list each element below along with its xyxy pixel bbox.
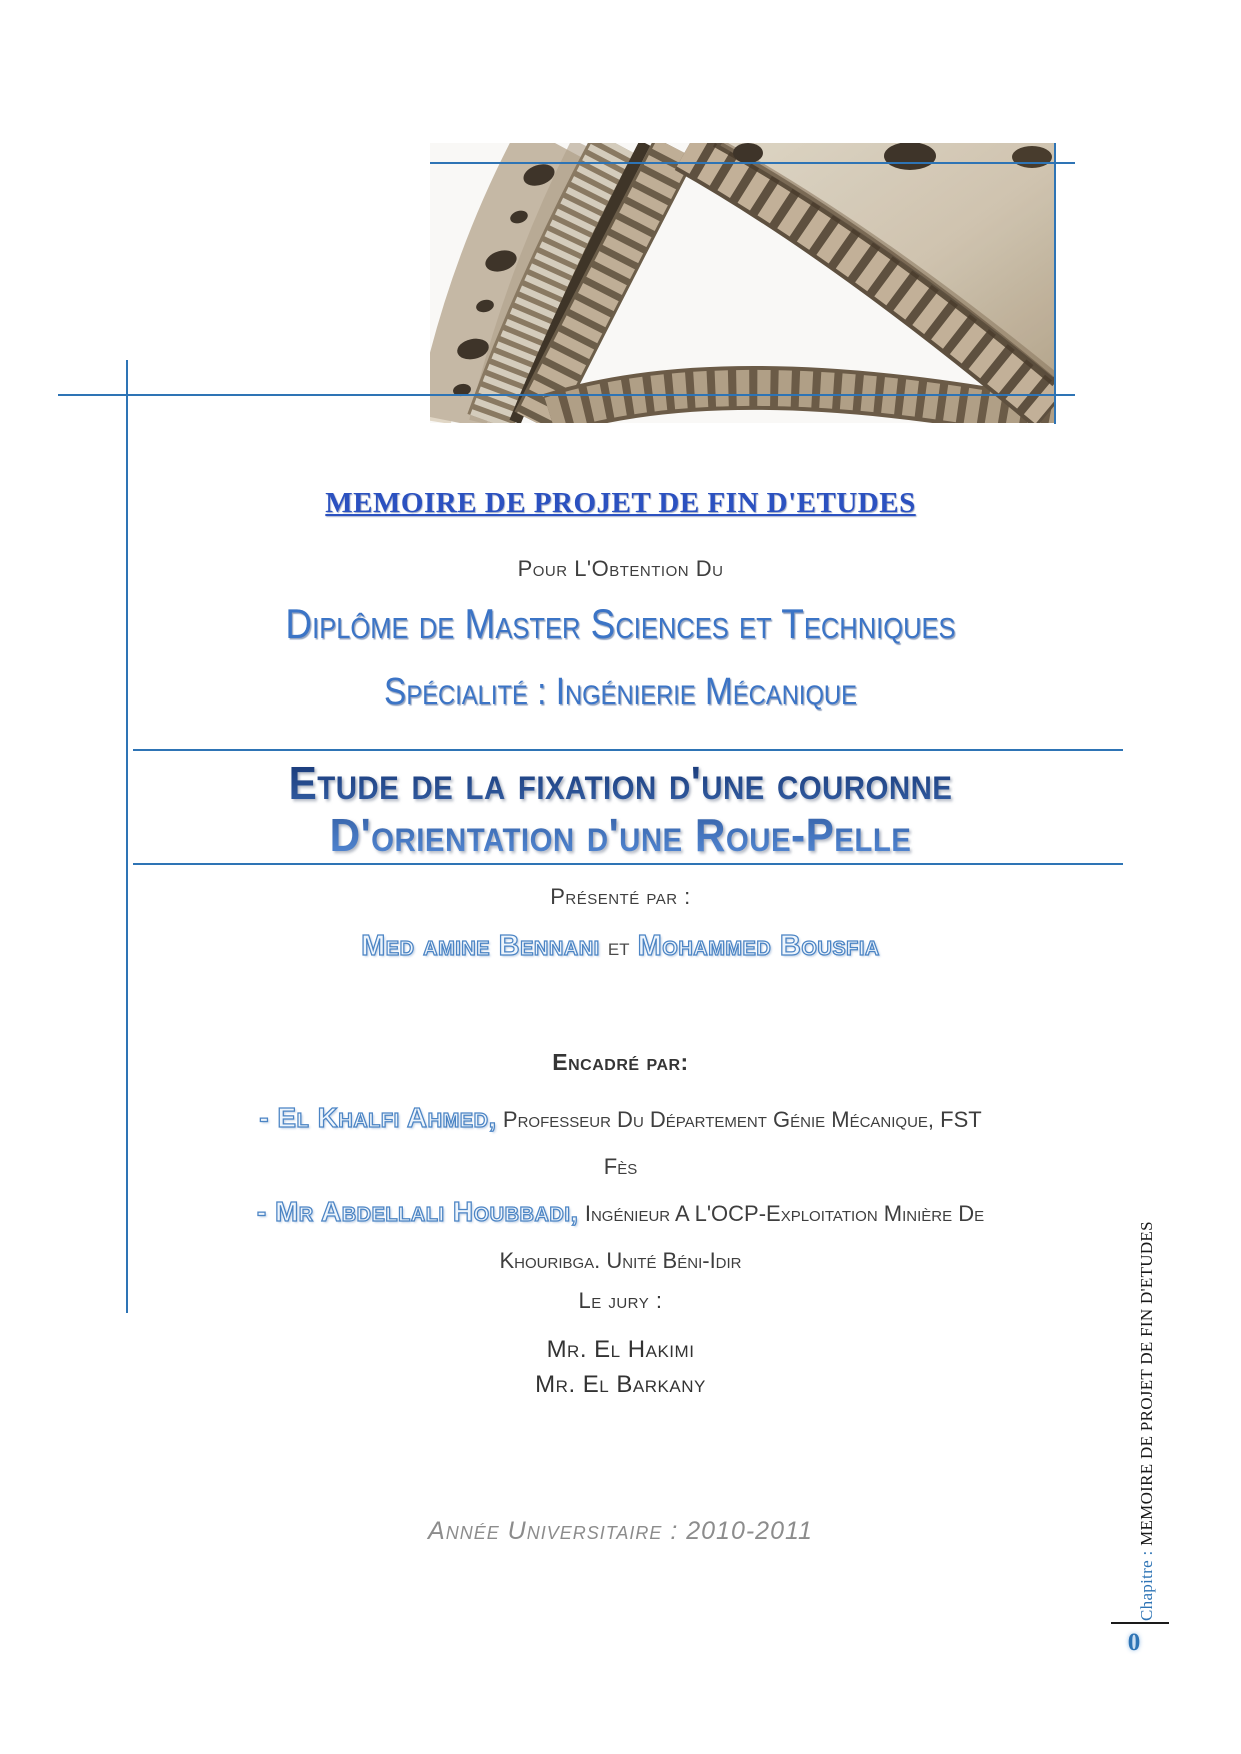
thesis-title xyxy=(50,757,1192,861)
supervisor-1-location: Fès xyxy=(603,1154,638,1179)
jury-members xyxy=(0,1332,1241,1402)
supervisor-1 xyxy=(133,1094,1108,1190)
author-1: Med amine Bennani xyxy=(361,930,600,962)
supervisor-2-role: Ingénieur A L'OCP-Exploitation Minière De xyxy=(584,1201,985,1226)
slewing-ring-bearing-photo xyxy=(430,143,1055,423)
obtention-subtitle: Pour L'Obtention Du xyxy=(517,556,724,581)
supervisor-2-name: - Mr Abdellali Houbbadi, xyxy=(256,1196,579,1227)
specialty-line: Spécialité : Ingénierie Mécanique xyxy=(384,671,857,713)
divider-rule-top xyxy=(133,749,1123,751)
academic-year: Année Universitaire : 2010-2011 xyxy=(428,1517,813,1545)
page-number: 0 xyxy=(1127,1629,1141,1656)
supervised-by-label: Encadré par: xyxy=(552,1049,689,1075)
jury-member-2: Mr. El Barkany xyxy=(535,1371,706,1398)
document-title: MEMOIRE DE PROJET DE FIN D'ETUDES xyxy=(325,487,916,519)
supervisor-2 xyxy=(133,1188,1108,1284)
sidebar-chapter-label: Chapitre : xyxy=(1137,1550,1156,1621)
divider-rule-bottom xyxy=(133,863,1123,865)
sidebar-chapter-caption xyxy=(1137,1221,1157,1621)
authors-conjunction: et xyxy=(607,934,630,961)
supervisor-1-role: Professeur Du Département Génie Mécanique, FST xyxy=(502,1107,982,1132)
degree-line: Diplôme de Master Sciences et Techniques xyxy=(285,600,956,647)
presented-by-label: Présenté par : xyxy=(550,884,691,909)
authors-line xyxy=(0,930,1241,963)
supervisor-2-location: Khouribga. Unité Béni-Idir xyxy=(499,1248,742,1273)
middle-horizontal-guide-line xyxy=(58,394,1075,396)
jury-label: Le jury : xyxy=(578,1288,663,1313)
right-vertical-guide-line xyxy=(1054,143,1056,424)
jury-member-1: Mr. El Hakimi xyxy=(546,1336,695,1363)
sidebar-chapter-title: MEMOIRE DE PROJET DE FIN D'ETUDES xyxy=(1137,1221,1156,1546)
page-number-rule xyxy=(1111,1622,1169,1624)
top-horizontal-guide-line xyxy=(430,162,1075,164)
supervisor-1-name: - El Khalfi Ahmed, xyxy=(259,1102,497,1133)
thesis-title-line1: Etude de la fixation d'une couronne xyxy=(288,757,953,809)
author-2: Mohammed Bousfia xyxy=(637,930,880,962)
thesis-title-line2: D'orientation d'une Roue-Pelle xyxy=(329,809,912,861)
